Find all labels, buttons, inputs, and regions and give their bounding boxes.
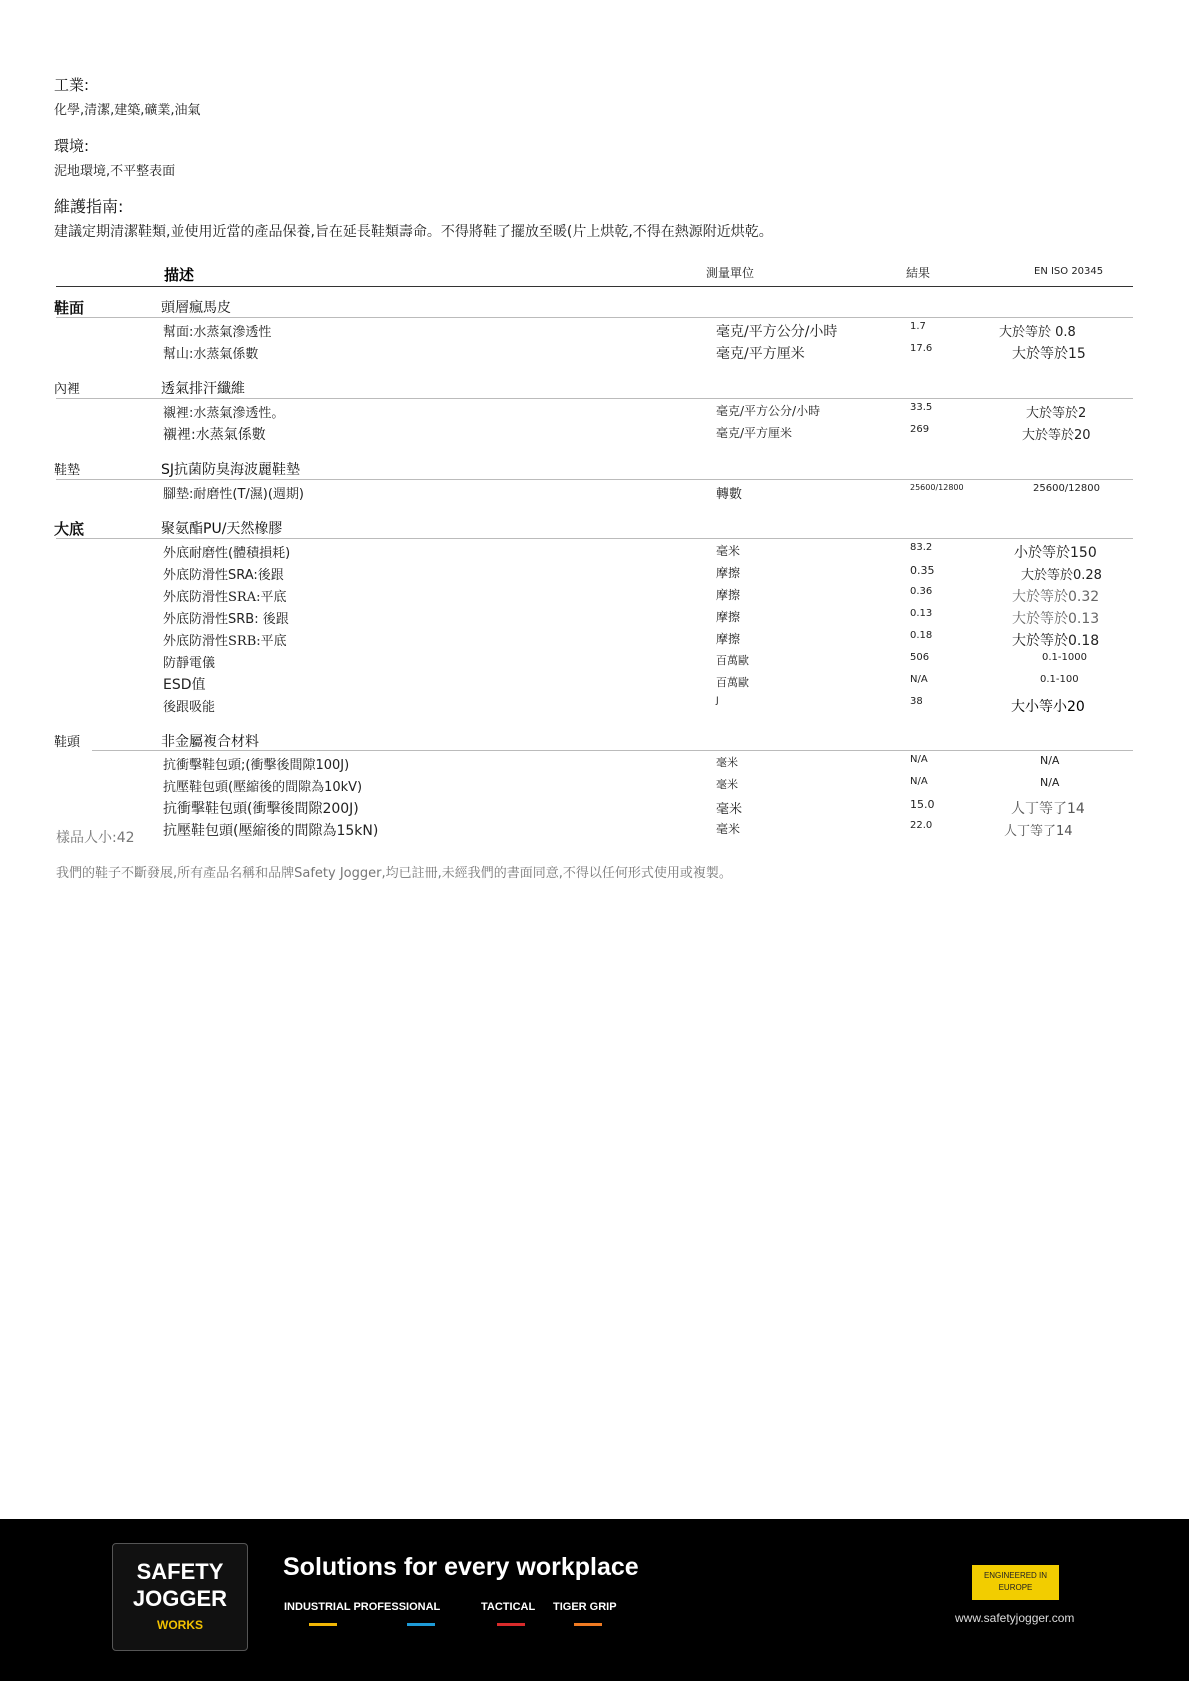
table-row [56, 318, 1133, 340]
industry-section [54, 74, 201, 118]
row-name: 防靜電儀 [163, 656, 216, 671]
row-name: 抗壓鞋包頭(壓縮後的間隙為15kN) [163, 823, 379, 839]
engineered-in-europe-badge [972, 1565, 1059, 1600]
table-row [56, 649, 1133, 671]
row-name: 抗衝擊鞋包頭;(衝擊後間隙100J) [163, 758, 350, 773]
row-unit: 百萬歐 [716, 654, 749, 667]
row-standard: 小於等於150 [1014, 545, 1097, 561]
row-name: 抗衝擊鞋包頭(衝擊後間隙200J) [163, 801, 359, 817]
row-unit: J [716, 696, 719, 706]
row-result: 38 [910, 696, 923, 707]
logo-word-safety: SAFETY [136, 1559, 224, 1584]
row-standard: 大於等於20 [1022, 428, 1091, 443]
brand-tiger-grip: TIGER GRIP [553, 1601, 617, 1613]
group-insole [56, 449, 1133, 480]
table-row [56, 340, 1133, 362]
row-result: 506 [910, 652, 930, 663]
row-result: 1.7 [910, 321, 926, 332]
group-category: 鞋頭 [54, 735, 81, 750]
row-result: 0.36 [910, 586, 933, 597]
group-material: SJ抗菌防臭海波麗鞋墊 [161, 462, 301, 478]
group-material: 聚氨酯PU/天然橡膠 [161, 521, 283, 537]
row-result: 17.6 [910, 343, 933, 354]
care-value: 建議定期清潔鞋類,並使用近當的產品保養,旨在延長鞋類壽命。不得將鞋了擺放至暖(片上烘乾,不得在熱源附近烘乾。 [54, 224, 773, 240]
row-unit: 摩擦 [716, 566, 741, 580]
row-name: 幫山:水蒸氣係數 [163, 347, 259, 362]
table-row [56, 795, 1133, 817]
footer-tagline: Solutions for every workplace [283, 1553, 639, 1581]
row-unit: 摩擦 [716, 610, 741, 624]
brand-tactical: TACTICAL [481, 1601, 536, 1613]
row-result: N/A [910, 776, 928, 787]
group-upper [56, 287, 1133, 318]
row-name: 外底防滑性SRB: 後跟 [163, 612, 289, 627]
sample-size-note: 樣品人小:42 [56, 830, 135, 846]
row-name: 外底防滑性SRA:平底 [163, 590, 287, 605]
table-row [56, 693, 1133, 715]
badge-line-2: EUROPE [998, 1583, 1033, 1592]
row-unit: 轉數 [716, 487, 743, 502]
table-row [56, 583, 1133, 605]
row-unit: 摩擦 [716, 588, 741, 602]
table-row [56, 627, 1133, 649]
group-toecap [56, 721, 1133, 751]
header-standard: EN ISO 20345 [1034, 266, 1104, 277]
row-unit: 毫米 [716, 778, 738, 791]
row-unit: 毫克/平方厘米 [716, 346, 805, 362]
row-result: 22.0 [910, 820, 933, 831]
row-standard: 大於等於0.18 [1012, 633, 1100, 649]
care-label: 維護指南: [54, 197, 124, 216]
group-category: 大底 [54, 520, 85, 538]
group-category: 內裡 [54, 382, 81, 397]
row-name: 外底耐磨性(體積損耗) [163, 546, 291, 561]
row-standard: N/A [1040, 754, 1060, 767]
header-description: 描述 [164, 266, 195, 284]
group-outsole [56, 508, 1133, 539]
row-standard: 人丁等了14 [1004, 824, 1073, 839]
row-unit: 摩擦 [716, 632, 741, 646]
environment-label: 環境: [54, 137, 90, 155]
table-row [56, 421, 1133, 443]
industry-label: 工業: [54, 76, 90, 94]
row-unit: 毫米 [716, 822, 741, 836]
row-name: 抗壓鞋包頭(壓縮後的間隙為10kV) [163, 780, 363, 795]
row-result: 0.13 [910, 608, 933, 619]
row-standard: 0.1-100 [1040, 674, 1079, 685]
row-standard: N/A [1040, 776, 1060, 789]
table-row [56, 561, 1133, 583]
table-row [56, 773, 1133, 795]
group-material: 透氣排汗纖維 [161, 381, 245, 397]
group-lining [56, 368, 1133, 399]
table-row [56, 399, 1133, 421]
table-row [56, 751, 1133, 773]
group-category: 鞋墊 [54, 463, 81, 478]
logo-word-works: WORKS [157, 1618, 203, 1632]
row-result: 33.5 [910, 402, 933, 413]
brand-underline-industrial [309, 1623, 337, 1626]
row-standard: 大於等於0.13 [1012, 611, 1100, 627]
group-material: 頭層瘋馬皮 [161, 300, 231, 316]
row-standard: 大於等於15 [1012, 346, 1086, 362]
spec-table [56, 262, 1133, 839]
industry-value: 化學,清潔,建築,礦業,油氣 [54, 103, 201, 118]
header-result: 結果 [906, 266, 931, 280]
group-material: 非金屬複合材料 [161, 734, 259, 750]
row-result: 83.2 [910, 542, 933, 553]
environment-section [54, 135, 175, 179]
row-standard: 大於等於0.28 [1021, 568, 1102, 583]
row-result: 269 [910, 424, 930, 435]
row-result: 25600/12800 [910, 483, 964, 492]
row-name: 外底防滑性SRA:後跟 [163, 568, 284, 583]
row-unit: 毫米 [716, 802, 743, 817]
row-standard: 大於等於2 [1026, 406, 1087, 421]
row-result: 0.35 [910, 564, 935, 577]
brand-underline-tactical [497, 1623, 525, 1626]
row-standard: 0.1-1000 [1042, 652, 1087, 663]
row-name: 幫面:水蒸氣滲透性 [163, 325, 272, 340]
badge-line-1: ENGINEERED IN [983, 1571, 1048, 1580]
footer-banner [0, 1519, 1189, 1681]
brand-underline-professional [407, 1623, 435, 1626]
row-standard: 人丁等了14 [1011, 801, 1085, 817]
row-result: 15.0 [910, 798, 935, 811]
group-category: 鞋面 [54, 299, 85, 317]
brand-underline-tiger-grip [574, 1623, 602, 1626]
row-unit: 毫米 [716, 544, 741, 558]
row-name: 襯裡:水蒸氣滲透性。 [163, 406, 285, 421]
row-unit: 毫克/平方厘米 [716, 426, 793, 440]
row-standard: 大於等於 0.8 [999, 325, 1076, 340]
row-unit: 毫克/平方公分/小時 [716, 324, 838, 340]
table-row [56, 605, 1133, 627]
row-name: 外底防滑性SRB:平底 [163, 634, 287, 649]
table-row [56, 539, 1133, 561]
care-section [54, 194, 773, 241]
table-row [56, 817, 1133, 839]
row-standard: 大小等小20 [1011, 699, 1085, 715]
table-header [56, 262, 1133, 287]
row-result: 0.18 [910, 630, 933, 641]
brand-industrial-professional: INDUSTRIAL PROFESSIONAL [284, 1601, 441, 1613]
table-row [56, 480, 1133, 502]
row-name: ESD值 [163, 677, 206, 693]
header-unit: 測量單位 [706, 266, 755, 280]
row-unit: 毫克/平方公分/小時 [716, 404, 821, 418]
environment-value: 泥地環境,不平整表面 [54, 164, 176, 179]
row-result: N/A [910, 754, 928, 765]
website-link[interactable]: www.safetyjogger.com [955, 1611, 1075, 1625]
row-standard: 25600/12800 [1033, 483, 1100, 494]
safety-jogger-logo [112, 1543, 248, 1651]
row-result: N/A [910, 674, 928, 685]
row-unit: 百萬歐 [716, 676, 749, 689]
row-name: 腳墊:耐磨性(T/濕)(週期) [163, 487, 304, 502]
row-name: 後跟吸能 [163, 700, 216, 715]
row-unit: 毫米 [716, 756, 738, 769]
row-name: 襯裡:水蒸氣係數 [163, 427, 266, 443]
disclaimer-note: 我們的鞋子不斷發展,所有產品名稱和品牌Safety Jogger,均已註冊,未經我們的書面同意,不得以任何形式使用或複製。 [56, 866, 732, 881]
table-row [56, 671, 1133, 693]
logo-word-jogger: JOGGER [132, 1586, 228, 1611]
row-standard: 大於等於0.32 [1012, 589, 1100, 605]
